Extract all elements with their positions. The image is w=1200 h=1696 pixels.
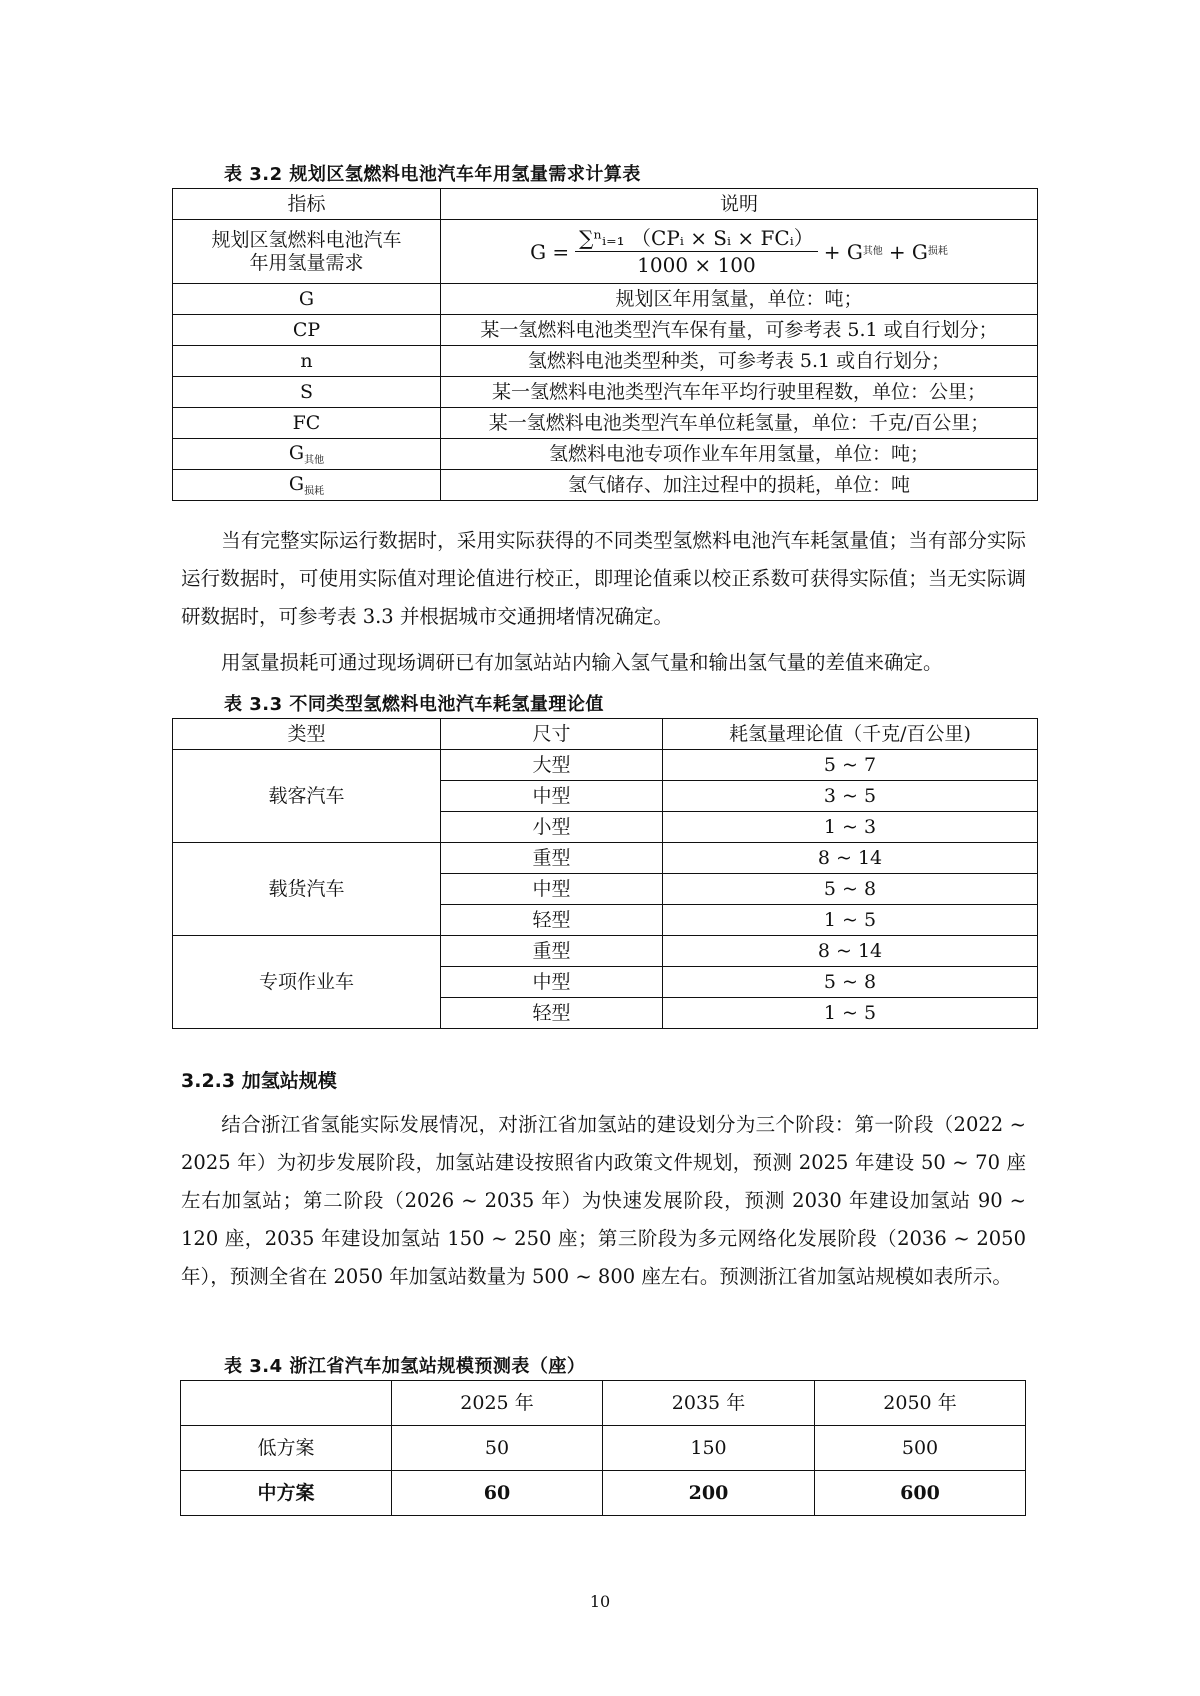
- value-cell: 5 ~ 8: [663, 967, 1038, 998]
- header-cell: 类型: [173, 719, 441, 750]
- paragraph-text: 当有完整实际运行数据时，采用实际获得的不同类型氢燃料电池汽车耗氢量值；当有部分实际运行数据时，可使用实际值对理论值进行校正，即理论值乘以校正系数可获得实际值；当无实际调研数据时，可参考表 3.3 并根据城市交通拥堵情况确定。: [181, 529, 1026, 628]
- value-cell: 1 ~ 3: [663, 812, 1038, 843]
- value-cell: 150: [603, 1426, 815, 1471]
- table-3-2: [172, 188, 1038, 501]
- table-row: [173, 439, 1038, 470]
- table-row: [173, 750, 1038, 781]
- table-row: [173, 470, 1038, 501]
- table-3-4-caption: 表 3.4 浙江省汽车加氢站规模预测表（座）: [224, 1356, 586, 1377]
- scenario-cell: 中方案: [181, 1471, 392, 1516]
- vehicle-type-cell: 载货汽车: [173, 843, 441, 936]
- size-cell: 重型: [441, 843, 663, 874]
- indicator-cell: G: [173, 284, 441, 315]
- table-row: [181, 1471, 1026, 1516]
- header-cell: [181, 1381, 392, 1426]
- value-cell: 600: [815, 1471, 1026, 1516]
- indicator-subscript: 其他: [304, 454, 325, 466]
- header-cell: 尺寸: [441, 719, 663, 750]
- indicator-cell: S: [173, 377, 441, 408]
- value-cell: 5 ~ 7: [663, 750, 1038, 781]
- size-cell: 中型: [441, 781, 663, 812]
- table-header-row: [181, 1381, 1026, 1426]
- table-3-3-caption: 表 3.3 不同类型氢燃料电池汽车耗氢量理论值: [224, 694, 604, 715]
- header-cell: 说明: [441, 189, 1038, 220]
- formula-sub-other: 其他: [862, 245, 883, 257]
- table-row: [181, 1426, 1026, 1471]
- paragraph-loss: [181, 644, 1026, 682]
- indicator-cell: [173, 470, 441, 501]
- formula-label-line: 年用氢量需求: [249, 251, 364, 274]
- description-cell: 某一氢燃料电池类型汽车年平均行驶里程数，单位：公里；: [441, 377, 1038, 408]
- description-cell: 某一氢燃料电池类型汽车保有量，可参考表 5.1 或自行划分；: [441, 315, 1038, 346]
- formula-numerator: ∑ⁿᵢ₌₁ （CPᵢ × Sᵢ × FCᵢ）: [575, 226, 818, 252]
- indicator-cell: FC: [173, 408, 441, 439]
- table-header-row: [173, 189, 1038, 220]
- table-row: [173, 346, 1038, 377]
- formula-lhs: G =: [530, 239, 570, 264]
- paragraph-station-scale: [181, 1106, 1026, 1296]
- vehicle-type-cell: 载客汽车: [173, 750, 441, 843]
- formula-label-cell: [173, 220, 441, 284]
- size-cell: 轻型: [441, 905, 663, 936]
- formula-tail-loss: + G: [888, 239, 928, 264]
- value-cell: 8 ~ 14: [663, 843, 1038, 874]
- table-row: [173, 843, 1038, 874]
- value-cell: 3 ~ 5: [663, 781, 1038, 812]
- table-3-4: [180, 1380, 1026, 1516]
- description-cell: 氢燃料电池专项作业车年用氢量，单位：吨；: [441, 439, 1038, 470]
- indicator-cell: [173, 439, 441, 470]
- size-cell: 中型: [441, 967, 663, 998]
- table-row: [173, 315, 1038, 346]
- value-cell: 5 ~ 8: [663, 874, 1038, 905]
- table-3-2-caption: 表 3.2 规划区氢燃料电池汽车年用氢量需求计算表: [224, 164, 641, 185]
- header-cell: 2025 年: [392, 1381, 603, 1426]
- table-3-3: [172, 718, 1038, 1029]
- value-cell: 1 ~ 5: [663, 998, 1038, 1029]
- indicator-subscript: 损耗: [304, 485, 325, 497]
- size-cell: 重型: [441, 936, 663, 967]
- size-cell: 小型: [441, 812, 663, 843]
- formula: [530, 226, 948, 277]
- size-cell: 大型: [441, 750, 663, 781]
- formula-cell: [441, 220, 1038, 284]
- indicator-symbol: G: [288, 472, 305, 495]
- value-cell: 1 ~ 5: [663, 905, 1038, 936]
- section-heading: 3.2.3 加氢站规模: [181, 1070, 337, 1092]
- formula-sub-loss: 损耗: [927, 245, 948, 257]
- value-cell: 200: [603, 1471, 815, 1516]
- header-cell: 2050 年: [815, 1381, 1026, 1426]
- indicator-symbol: G: [288, 441, 305, 464]
- size-cell: 中型: [441, 874, 663, 905]
- paragraph-text: 用氢量损耗可通过现场调研已有加氢站站内输入氢气量和输出氢气量的差值来确定。: [221, 651, 943, 674]
- indicator-cell: n: [173, 346, 441, 377]
- description-cell: 某一氢燃料电池类型汽车单位耗氢量，单位：千克/百公里；: [441, 408, 1038, 439]
- size-cell: 轻型: [441, 998, 663, 1029]
- formula-tail-other: + G: [823, 239, 863, 264]
- indicator-cell: CP: [173, 315, 441, 346]
- vehicle-type-cell: 专项作业车: [173, 936, 441, 1029]
- formula-fraction: [575, 226, 818, 277]
- description-cell: 规划区年用氢量，单位：吨；: [441, 284, 1038, 315]
- table-row: [173, 284, 1038, 315]
- table-row: [173, 408, 1038, 439]
- formula-denominator: 1000 × 100: [637, 253, 756, 277]
- formula-row: [173, 220, 1038, 284]
- paragraph-text: 结合浙江省氢能实际发展情况，对浙江省加氢站的建设划分为三个阶段：第一阶段（2022 ~ 2025 年）为初步发展阶段，加氢站建设按照省内政策文件规划，预测 2025 年建设 50 ~ 70 座左右加氢站；第二阶段（2026 ~ 2035 年）为快速发展阶段，预测 2030 年建设加氢站 90 ~ 120 座，2035 年建设加氢站 150 ~ 250 座；第三阶段为多元网络化发展阶段（2036 ~ 2050 年），预测全省在 2050 年加氢站数量为 500 ~ 800 座左右。预测浙江省加氢站规模如表所示。: [181, 1113, 1026, 1288]
- table-header-row: [173, 719, 1038, 750]
- description-cell: 氢燃料电池类型种类，可参考表 5.1 或自行划分；: [441, 346, 1038, 377]
- formula-label-line: 规划区氢燃料电池汽车: [211, 228, 402, 251]
- value-cell: 50: [392, 1426, 603, 1471]
- header-cell: 耗氢量理论值（千克/百公里): [663, 719, 1038, 750]
- value-cell: 60: [392, 1471, 603, 1516]
- page-number: 10: [589, 1592, 611, 1611]
- header-cell: 2035 年: [603, 1381, 815, 1426]
- scenario-cell: 低方案: [181, 1426, 392, 1471]
- header-cell: 指标: [173, 189, 441, 220]
- table-row: [173, 936, 1038, 967]
- description-cell: 氢气储存、加注过程中的损耗，单位：吨: [441, 470, 1038, 501]
- value-cell: 500: [815, 1426, 1026, 1471]
- table-row: [173, 377, 1038, 408]
- paragraph-actual-data: [181, 522, 1026, 636]
- value-cell: 8 ~ 14: [663, 936, 1038, 967]
